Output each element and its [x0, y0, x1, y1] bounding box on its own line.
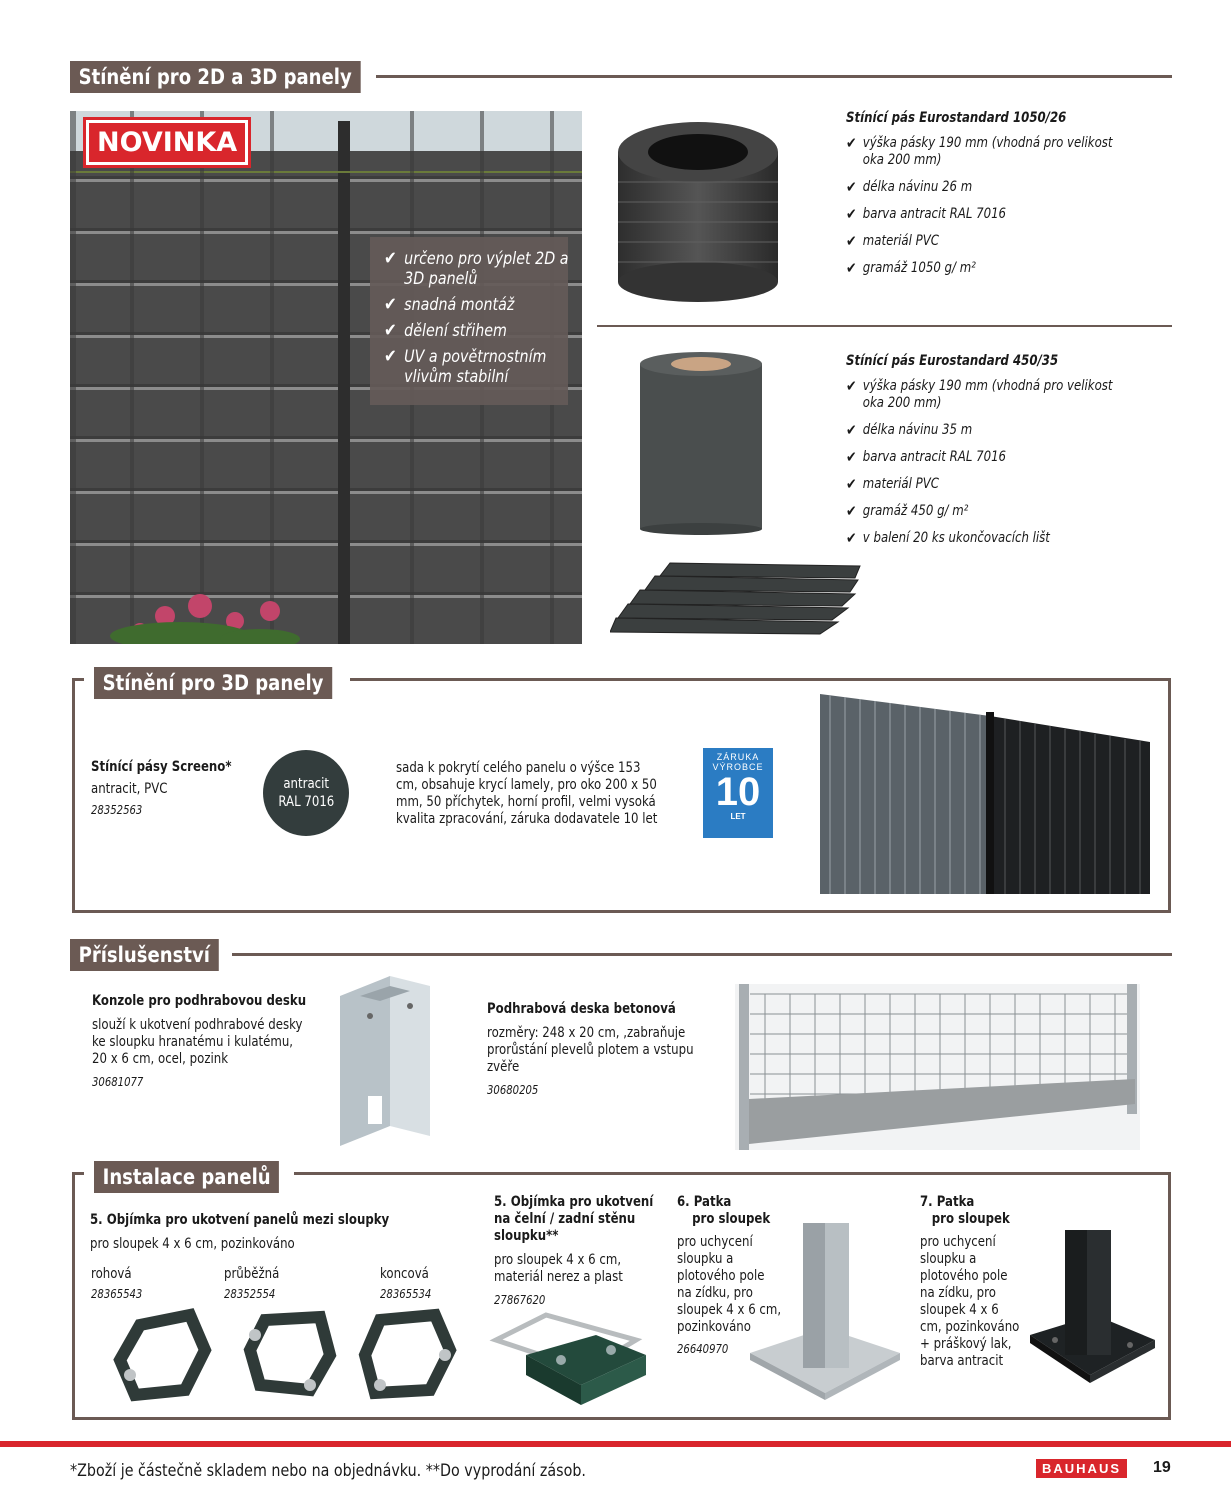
item6-title: pro sloupek — [692, 1211, 771, 1227]
product-1050-feature: ✔ barva antracit RAL 7016 — [846, 206, 1165, 223]
section-title-accessories: Příslušenství — [70, 939, 219, 971]
konzole-info — [92, 993, 306, 1090]
divider — [597, 325, 1172, 327]
anthracite-base-image — [1025, 1225, 1160, 1400]
variant-label: rohová — [91, 1266, 132, 1282]
fence-3d-panel-image — [820, 694, 1150, 894]
color-code: RAL 7016 — [278, 794, 334, 810]
variant-label: průběžná — [224, 1266, 280, 1282]
product-450-info — [846, 353, 1165, 557]
konzole-description: slouží k ukotvení podhrabové desky ke sloupku hranatému i kulatému, 20 x 6 cm, ocel, pozink — [92, 1017, 303, 1067]
section-title-shading-3d: Stínění pro 3D panely — [94, 667, 332, 699]
heading-mask — [340, 664, 350, 684]
section-rule — [232, 953, 1172, 956]
item6-title: 6. Patka — [677, 1194, 732, 1210]
hero-feature: ✔ určeno pro výplet 2D a 3D panelů — [384, 249, 577, 289]
deska-description: rozměry: 248 x 20 cm, ,zabraňuje prorůstání plevelů plotem a vstupu zvěře — [487, 1025, 694, 1075]
screeno-description: sada k pokrytí celého panelu o výšce 153 cm, obsahuje krycí lamely, pro oko 200 x 50 mm, 50 příchytek, horní profil, velmi vysoká kvalita zpracování, záruka dodavatele 10 let — [396, 760, 658, 827]
page-number: 19 — [1153, 1459, 1171, 1476]
product-1050-title: Stínící pás Eurostandard 1050/26 — [846, 110, 1067, 126]
variant-code: 28365534 — [380, 1287, 432, 1301]
item5b-description: pro sloupek 4 x 6 cm, materiál nerez a plast — [494, 1252, 623, 1285]
product-1050-feature: ✔ materiál PVC — [846, 233, 1165, 250]
color-name: antracit — [283, 776, 329, 792]
product-1050-feature: ✔ výška pásky 190 mm (vhodná pro velikost oka 200 mm) — [846, 135, 1115, 169]
section-rule — [376, 75, 1172, 78]
variant-label: koncová — [380, 1266, 429, 1282]
roll-450-image — [636, 350, 766, 535]
product-450-feature: ✔ gramáž 450 g/ m² — [846, 503, 1165, 520]
item5b-title: 5. Objímka pro ukotvení na čelní / zadní stěnu sloupku** — [494, 1194, 654, 1244]
section-title-panel-install: Instalace panelů — [94, 1161, 279, 1193]
item7-title: pro sloupek — [931, 1211, 1010, 1227]
end-strips-image — [610, 558, 865, 640]
konzole-code: 30681077 — [92, 1075, 144, 1089]
screeno-info — [91, 759, 276, 818]
footer-note: *Zboží je částečně skladem nebo na objednávku. **Do vyprodání zásob. — [70, 1461, 586, 1481]
product-450-feature: ✔ barva antracit RAL 7016 — [846, 449, 1165, 466]
item7-title: 7. Patka — [920, 1194, 975, 1210]
variant-code: 28352554 — [224, 1287, 276, 1301]
hero-features-box — [370, 237, 568, 405]
color-swatch-anthracite — [263, 750, 349, 836]
variant-corner — [91, 1266, 142, 1302]
item6-code: 26640970 — [677, 1342, 729, 1356]
section-title-shading-2d-3d: Stínění pro 2D a 3D panely — [70, 61, 360, 93]
product-450-feature: ✔ délka návinu 35 m — [846, 422, 1165, 439]
wall-clamp-image — [486, 1310, 656, 1410]
item7-description: pro uchycení sloupku a plotového pole na zídku, pro sloupek 4 x 6 cm, pozinkováno + práškový lak, barva antracit — [920, 1234, 1020, 1369]
warranty-label: VÝROBCE — [712, 762, 764, 772]
product-450-feature: ✔ materiál PVC — [846, 476, 1165, 493]
warranty-badge — [703, 748, 773, 838]
item5-title: 5. Objímka pro ukotvení panelů mezi sloupky — [90, 1212, 390, 1228]
deska-code: 30680205 — [487, 1083, 539, 1097]
hero-feature: ✔ UV a povětrnostním vlivům stabilní — [384, 347, 577, 387]
novinka-badge: NOVINKA — [86, 127, 248, 158]
konzole-image — [330, 976, 440, 1151]
deska-title: Podhrabová deska betonová — [487, 1001, 676, 1017]
hero-feature: ✔ snadná montáž — [384, 295, 577, 315]
product-1050-feature: ✔ gramáž 1050 g/ m² — [846, 260, 1165, 277]
clamps-image — [100, 1305, 480, 1410]
item6-description: pro uchycení sloupku a plotového pole na zídku, pro sloupek 4 x 6 cm, pozinkováno — [677, 1234, 782, 1335]
product-1050-feature: ✔ délka návinu 26 m — [846, 179, 1165, 196]
roll-1050-image — [610, 112, 785, 307]
item5b-code: 27867620 — [494, 1293, 546, 1307]
variant-code: 28365543 — [91, 1287, 143, 1301]
warranty-unit: LET — [730, 812, 746, 821]
variant-end — [380, 1266, 431, 1302]
galvanized-base-image — [745, 1218, 905, 1408]
item5b-info — [494, 1194, 662, 1308]
hero-feature: ✔ dělení střihem — [384, 321, 577, 341]
item5-subtitle: pro sloupek 4 x 6 cm, pozinkováno — [90, 1236, 295, 1252]
bauhaus-logo: BAUHAUS — [1036, 1460, 1127, 1478]
variant-through — [224, 1266, 279, 1302]
product-450-feature: ✔ v balení 20 ks ukončovacích lišt — [846, 530, 1165, 547]
item5-info — [90, 1212, 426, 1253]
concrete-board-fence-image — [735, 984, 1140, 1150]
warranty-label: ZÁRUKA — [716, 752, 760, 762]
product-450-feature: ✔ výška pásky 190 mm (vhodná pro velikost oka 200 mm) — [846, 378, 1115, 412]
hero-fence-image — [70, 111, 582, 644]
screeno-subtitle: antracit, PVC — [91, 781, 168, 797]
product-450-title: Stínící pás Eurostandard 450/35 — [846, 353, 1059, 369]
product-1050-info — [846, 110, 1165, 287]
konzole-title: Konzole pro podhrabovou desku — [92, 993, 307, 1009]
screeno-title: Stínící pásy Screeno* — [91, 759, 232, 775]
warranty-years: 10 — [715, 770, 761, 814]
footer-bar — [0, 1441, 1231, 1447]
deska-info — [487, 1001, 705, 1098]
screeno-code: 28352563 — [91, 803, 143, 817]
